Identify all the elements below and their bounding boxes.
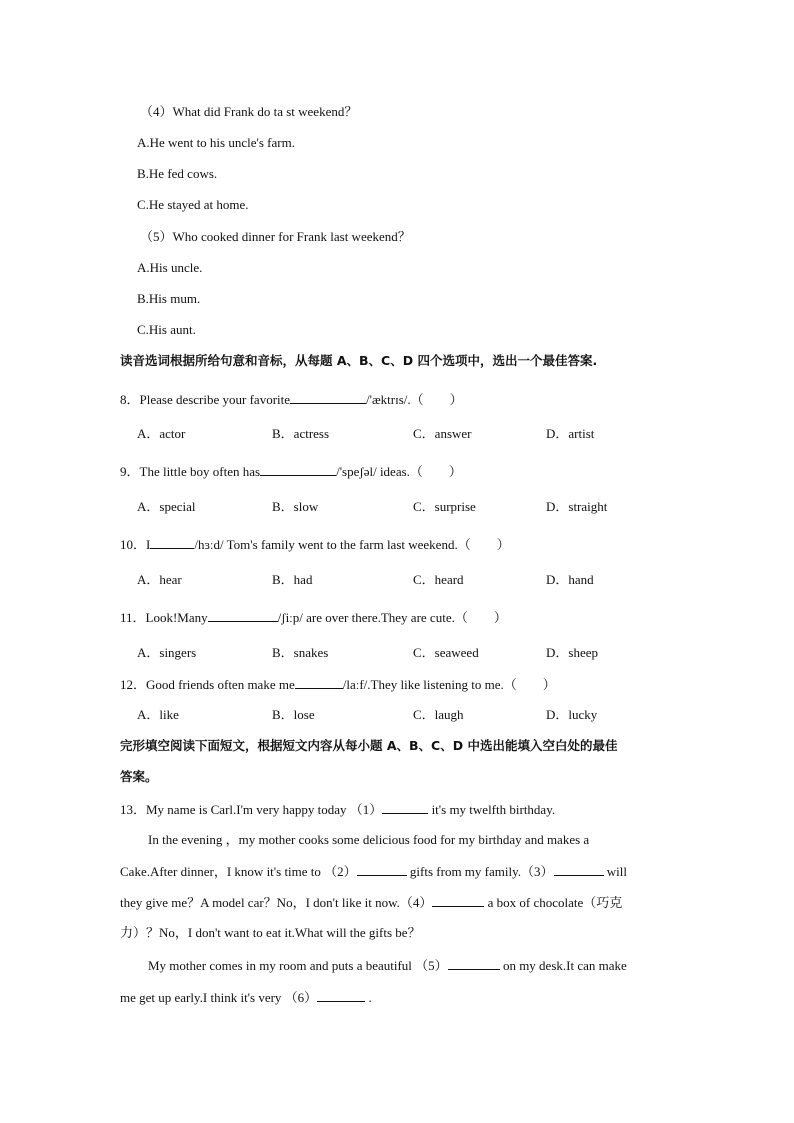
q13-line1-prefix: 13．My name is Carl.I'm very happy today （1）	[120, 802, 383, 817]
q10-option-c: C．heard	[413, 572, 464, 587]
q13-line1	[120, 801, 555, 818]
q13-line7	[120, 989, 372, 1006]
q9-stem	[120, 463, 462, 480]
q8-stem	[120, 391, 463, 408]
q12-prefix: 12．Good friends often make me	[120, 677, 295, 692]
q12-stem	[120, 676, 556, 693]
q10-option-d: D．hand	[546, 572, 594, 587]
q13-blank-3	[554, 863, 604, 876]
q12-blank	[295, 676, 343, 689]
q8-suffix: /'æktrɪs/.（ ）	[366, 392, 463, 407]
q10-blank	[150, 536, 194, 549]
q10-suffix: /hɜːd/ Tom's family went to the farm last weekend.（ ）	[194, 537, 510, 552]
q13-line7-b: .	[365, 990, 372, 1005]
q13-blank-2	[357, 863, 407, 876]
q9-blank	[260, 463, 336, 476]
q13-line7-a: me get up early.I think it's very （6）	[120, 990, 318, 1005]
q11-option-a: A．singers	[137, 645, 197, 660]
q10-stem	[120, 536, 510, 553]
q13-blank-4	[432, 894, 484, 907]
q11-prefix: 11．Look!Many	[120, 610, 208, 625]
q13-line6	[148, 957, 627, 974]
q11-option-c: C．seaweed	[413, 645, 479, 660]
q13-line4	[120, 894, 622, 911]
q13-line3-a: Cake.After dinner，I know it's time to （2）	[120, 864, 357, 879]
q5-option-c: C.His aunt.	[137, 322, 196, 337]
q8-option-a: A．actor	[137, 426, 186, 441]
q13-line5: 力）？No，I don't want to eat it.What will the gifts be？	[120, 925, 421, 940]
q11-blank	[208, 609, 278, 622]
q13-line4-a: they give me？A model car？No，I don't like it now.（4）	[120, 895, 433, 910]
q5-option-a: A.His uncle.	[137, 260, 203, 275]
q11-option-b: B．snakes	[272, 645, 329, 660]
q12-option-b: B．lose	[272, 707, 315, 722]
q12-option-d: D．lucky	[546, 707, 598, 722]
q9-option-d: D．straight	[546, 499, 608, 514]
q13-line4-b: a box of chocolate（巧克	[484, 895, 623, 910]
q11-option-d: D．sheep	[546, 645, 598, 660]
q5-option-b: B.His mum.	[137, 291, 201, 306]
q9-option-c: C．surprise	[413, 499, 476, 514]
q13-line3-c: will	[603, 864, 627, 879]
q10-option-a: A．hear	[137, 572, 182, 587]
q9-option-a: A．special	[137, 499, 196, 514]
q10-option-b: B．had	[272, 572, 313, 587]
q13-blank-1	[382, 801, 428, 814]
q13-blank-5	[448, 957, 500, 970]
q8-prefix: 8．Please describe your favorite	[120, 392, 291, 407]
q4-option-c: C.He stayed at home.	[137, 197, 249, 212]
q9-suffix: /'speʃəl/ ideas.（ ）	[336, 464, 462, 479]
q10-prefix: 10．I	[120, 537, 151, 552]
section-cloze-heading-line1: 完形填空阅读下面短文，根据短文内容从每小题 A、B、C、D 中选出能填入空白处的最佳	[120, 738, 618, 753]
q9-prefix: 9．The little boy often has	[120, 464, 261, 479]
q12-suffix: /laːf/.They like listening to me.（ ）	[342, 677, 556, 692]
q12-option-a: A．like	[137, 707, 179, 722]
q8-option-d: D．artist	[546, 426, 595, 441]
q13-line2: In the evening ，my mother cooks some delicious food for my birthday and makes a	[148, 832, 590, 847]
q13-line6-a: My mother comes in my room and puts a beautiful （5）	[148, 958, 448, 973]
q4-question: （4）What did Frank do ta st weekend？	[140, 104, 358, 119]
q13-line1-suffix: it's my twelfth birthday.	[428, 802, 556, 817]
q13-line3-b: gifts from my family.（3）	[406, 864, 554, 879]
q13-blank-6	[317, 989, 365, 1002]
q13-line6-b: on my desk.It can make	[499, 958, 627, 973]
q8-option-b: B．actress	[272, 426, 330, 441]
q13-line3	[120, 863, 627, 880]
q9-option-b: B．slow	[272, 499, 319, 514]
q4-option-b: B.He fed cows.	[137, 166, 218, 181]
q8-option-c: C．answer	[413, 426, 472, 441]
q11-stem	[120, 609, 507, 626]
q11-suffix: /ʃiːp/ are over there.They are cute.（ ）	[277, 610, 507, 625]
q4-option-a: A.He went to his uncle's farm.	[137, 135, 295, 150]
q8-blank	[290, 391, 366, 404]
section-cloze-heading-line2: 答案。	[120, 769, 158, 784]
q12-option-c: C．laugh	[413, 707, 464, 722]
q5-question: （5）Who cooked dinner for Frank last weekend？	[140, 229, 411, 244]
section-phonics-heading: 读音选词根据所给句意和音标，从每题 A、B、C、D 四个选项中，选出一个最佳答案.	[120, 353, 598, 368]
